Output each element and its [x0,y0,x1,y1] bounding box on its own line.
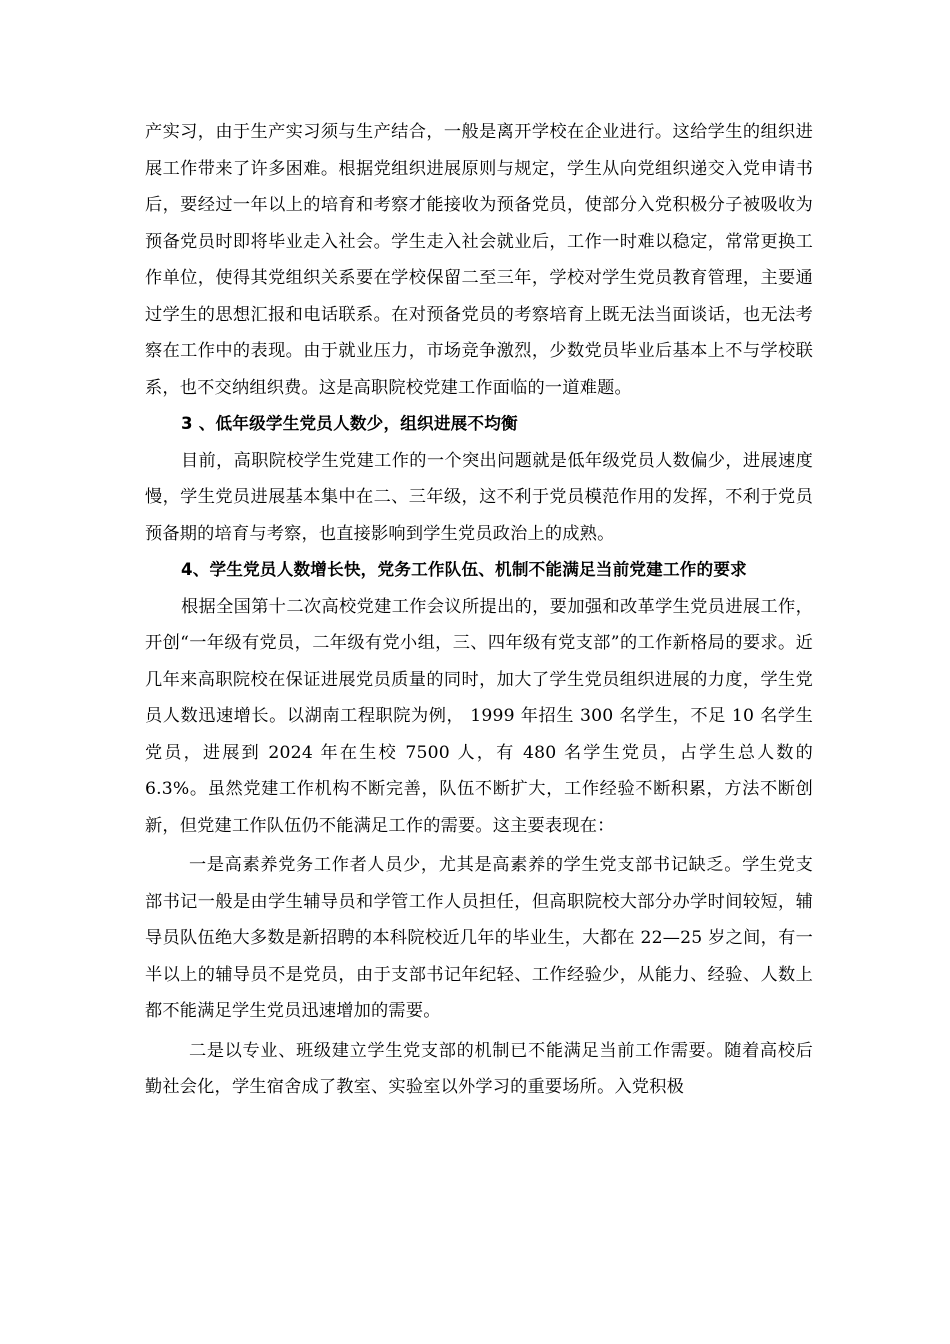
document-page [145,114,813,1106]
paragraph-point-two: 二是以专业、班级建立学生党支部的机制已不能满足当前工作需要。随着高校后勤社会化，学生宿舍成了教室、实验室以外学习的重要场所。入党积极 [145,1040,813,1097]
paragraph-internship-difficulty: 产实习，由于生产实习须与生产结合，一般是离开学校在企业进行。这给学生的组织进展工作带来了许多困难。根据党组织进展原则与规定，学生从向党组织递交入党申请书后，要经过一年以上的培育和考察才能接收为预备党员，使部分入党积极分子被吸收为预备党员时即将毕业走入社会。学生走入社会就业后，工作一时难以稳定，常常更换工作单位，使得其党组织关系要在学校保留二至三年，学校对学生党员教育管理，主要通过学生的思想汇报和电话联系。在对预备党员的考察培育上既无法当面谈话，也无法考察在工作中的表现。由于就业压力，市场竞争激烈，少数党员毕业后基本上不与学校联系，也不交纳组织费。这是高职院校党建工作面临的一道难题。 [145,122,813,398]
section-heading-3: 3 、低年级学生党员人数少，组织进展不均衡 [181,414,518,433]
paragraph-low-grade-members: 目前，高职院校学生党建工作的一个突出问题就是低年级党员人数偏少，进展速度慢，学生党员进展基本集中在二、三年级，这不利于党员模范作用的发挥，不利于党员预备期的培育与考察，也直接影响到学生党员政治上的成熟。 [145,450,813,544]
paragraph-national-meeting: 根据全国第十二次高校党建工作会议所提出的，要加强和改革学生党员进展工作，开创“一年级有党员，二年级有党小组，三、四年级有党支部”的工作新格局的要求。近几年来高职院校在保证进展党员质量的同时，加大了学生党员组织进展的力度，学生党员人数迅速增长。以湖南工程职院为例， 1999 年招生 300 名学生，不足 10 名学生党员，进展到 2024 年在生校 7500 人，有 480 名学生党员，占学生总人数的 6.3%。虽然党建工作机构不断完善，队伍不断扩大，工作经验不断积累，方法不断创新，但党建工作队伍仍不能满足工作的需要。这主要表现在： [145,596,813,836]
section-heading-4: 4、学生党员人数增长快，党务工作队伍、机制不能满足当前党建工作的要求 [181,560,747,579]
paragraph-point-one: 一是高素养党务工作者人员少，尤其是高素养的学生党支部书记缺乏。学生党支部书记一般是由学生辅导员和学管工作人员担任，但高职院校大部分办学时间较短，辅导员队伍绝大多数是新招聘的本科院校近几年的毕业生，大都在 22—25 岁之间，有一半以上的辅导员不是党员，由于支部书记年纪轻、工作经验少，从能力、经验、人数上都不能满足学生党员迅速增加的需要。 [145,855,813,1021]
